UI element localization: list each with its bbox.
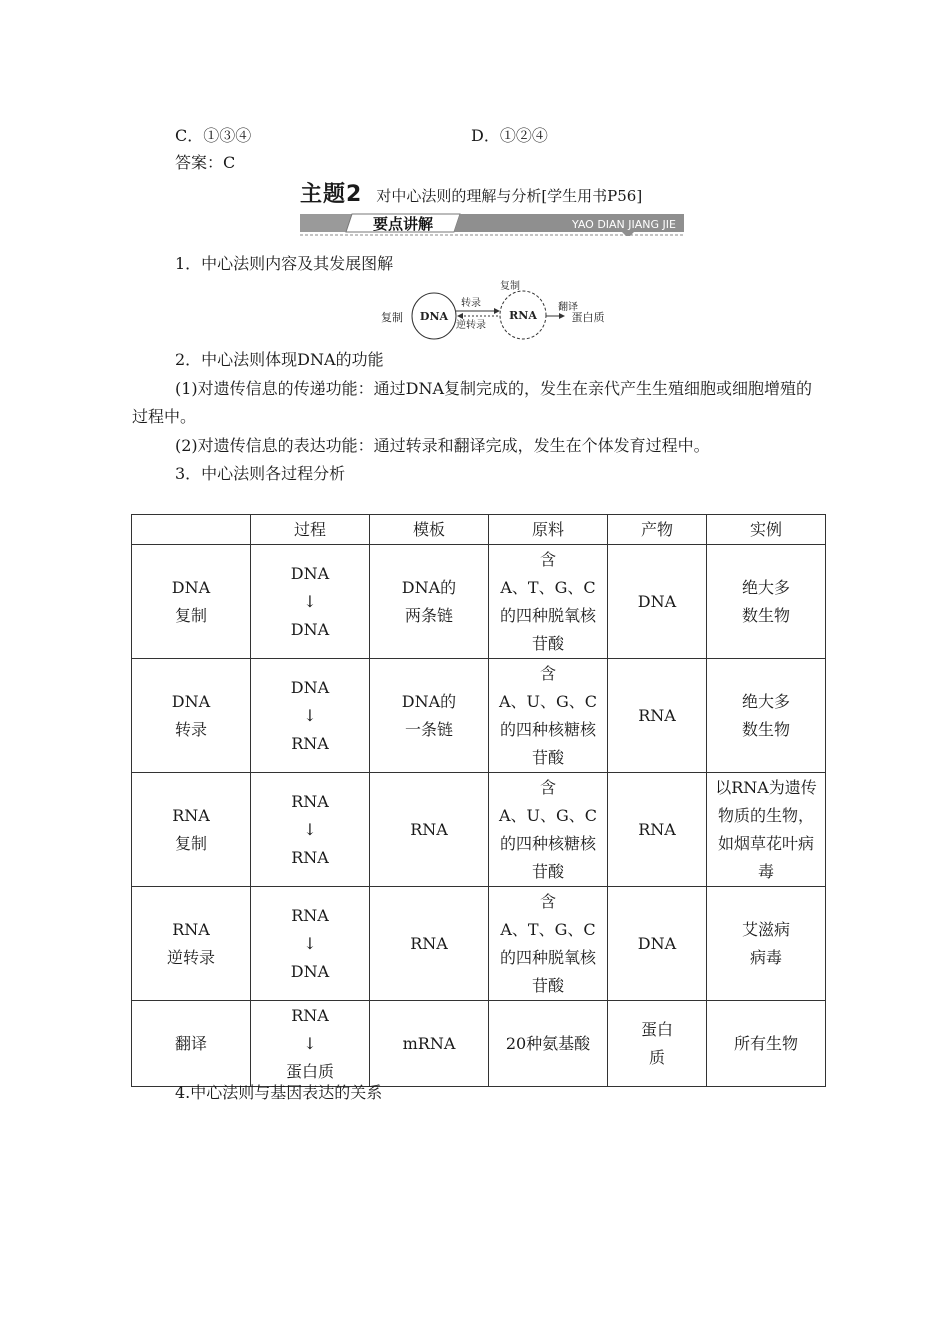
material-cell-line: 含 bbox=[539, 891, 556, 911]
process-from: RNA bbox=[291, 905, 329, 925]
material-cell-line: 的四种核糖核 bbox=[499, 719, 596, 739]
template-cell-line: RNA bbox=[410, 819, 448, 839]
process-name-cell-line: RNA bbox=[172, 805, 210, 825]
topic-heading bbox=[300, 177, 642, 208]
process-flow-cell bbox=[251, 887, 370, 1001]
process-to: RNA bbox=[291, 733, 329, 753]
table-header: 原料 bbox=[489, 515, 608, 545]
material-cell-line: 苷酸 bbox=[531, 975, 564, 995]
table-header-row bbox=[132, 515, 826, 545]
product-cell-line: 蛋白 bbox=[640, 1019, 673, 1039]
example-cell bbox=[707, 773, 826, 887]
process-name-cell-line: 复制 bbox=[174, 605, 207, 625]
template-cell-line: 两条链 bbox=[404, 605, 453, 625]
material-cell bbox=[489, 1001, 608, 1087]
table-header: 模板 bbox=[370, 515, 489, 545]
material-cell-line: 的四种核糖核 bbox=[499, 833, 596, 853]
process-name-cell-line: 翻译 bbox=[174, 1033, 207, 1053]
template-cell bbox=[370, 773, 489, 887]
material-cell bbox=[489, 773, 608, 887]
example-cell-line: 病毒 bbox=[749, 947, 782, 967]
item-2-2: (2)对遗传信息的表达功能：通过转录和翻译完成，发生在个体发育过程中。 bbox=[175, 436, 710, 455]
option-c: C．①③④ bbox=[175, 126, 252, 145]
process-to: DNA bbox=[290, 619, 330, 639]
product-cell bbox=[608, 773, 707, 887]
process-name-cell-line: 转录 bbox=[174, 719, 207, 739]
process-to: RNA bbox=[291, 847, 329, 867]
item-3: 3．中心法则各过程分析 bbox=[175, 464, 346, 483]
process-to: 蛋白质 bbox=[285, 1061, 334, 1081]
material-cell-line: 苷酸 bbox=[531, 633, 564, 653]
example-cell-line: 艾滋病 bbox=[741, 919, 790, 939]
process-to: DNA bbox=[290, 961, 330, 981]
process-from: RNA bbox=[291, 791, 329, 811]
table-header: 过程 bbox=[251, 515, 370, 545]
example-cell-line: 以RNA为遗传 bbox=[715, 777, 817, 797]
process-name-cell-line: 逆转录 bbox=[166, 947, 215, 967]
process-name-cell bbox=[132, 773, 251, 887]
table-row bbox=[132, 773, 826, 887]
down-arrow-icon: ↓ bbox=[303, 591, 317, 611]
example-cell-line: 毒 bbox=[757, 861, 774, 881]
process-flow-cell bbox=[251, 545, 370, 659]
table-row bbox=[132, 1001, 826, 1087]
template-cell bbox=[370, 887, 489, 1001]
topic-title: 对中心法则的理解与分析[学生用书P56] bbox=[376, 187, 643, 205]
item-2: 2．中心法则体现DNA的功能 bbox=[175, 350, 384, 369]
table-header: 实例 bbox=[707, 515, 826, 545]
product-cell bbox=[608, 659, 707, 773]
material-cell-line: A、T、G、C bbox=[500, 577, 596, 597]
diagram-translation: 翻译 bbox=[558, 302, 578, 313]
answer-text: 答案：C bbox=[175, 153, 236, 172]
diagram-rna: RNA bbox=[509, 309, 537, 322]
example-cell-line: 数生物 bbox=[741, 605, 790, 625]
example-cell-line: 绝大多 bbox=[741, 577, 790, 597]
diagram-transcription: 转录 bbox=[461, 298, 481, 309]
material-cell-line: 的四种脱氧核 bbox=[499, 947, 596, 967]
product-cell-line: RNA bbox=[638, 819, 676, 839]
product-cell bbox=[608, 887, 707, 1001]
template-cell-line: mRNA bbox=[402, 1033, 456, 1053]
table-row bbox=[132, 545, 826, 659]
material-cell-line: 含 bbox=[539, 549, 556, 569]
table-row bbox=[132, 659, 826, 773]
process-name-cell-line: DNA bbox=[171, 691, 211, 711]
template-cell-line: DNA的 bbox=[401, 691, 457, 711]
central-dogma-diagram bbox=[378, 276, 618, 342]
material-cell bbox=[489, 887, 608, 1001]
item-2-1: (1)对遗传信息的传递功能：通过DNA复制完成的，发生在亲代产生生殖细胞或细胞增殖的过程中。 bbox=[132, 379, 813, 426]
example-cell bbox=[707, 887, 826, 1001]
example-cell-line: 如烟草花叶病 bbox=[717, 833, 814, 853]
example-cell-line: 数生物 bbox=[741, 719, 790, 739]
table-row bbox=[132, 887, 826, 1001]
material-cell-line: 苷酸 bbox=[531, 861, 564, 881]
example-cell-line: 绝大多 bbox=[741, 691, 790, 711]
process-name-cell bbox=[132, 659, 251, 773]
material-cell bbox=[489, 545, 608, 659]
example-cell-line: 物质的生物， bbox=[717, 805, 814, 825]
down-arrow-icon: ↓ bbox=[303, 819, 317, 839]
process-flow-cell bbox=[251, 659, 370, 773]
topic-label: 主题2 bbox=[300, 182, 363, 207]
product-cell-line: DNA bbox=[637, 591, 677, 611]
process-name-cell-line: RNA bbox=[172, 919, 210, 939]
process-from: DNA bbox=[290, 563, 330, 583]
template-cell bbox=[370, 545, 489, 659]
material-cell bbox=[489, 659, 608, 773]
process-name-cell-line: 复制 bbox=[174, 833, 207, 853]
diagram-dna-replication: 复制 bbox=[381, 311, 403, 324]
example-cell bbox=[707, 659, 826, 773]
material-cell-line: 20种氨基酸 bbox=[505, 1033, 591, 1053]
template-cell-line: RNA bbox=[410, 933, 448, 953]
process-name-cell-line: DNA bbox=[171, 577, 211, 597]
material-cell-line: 含 bbox=[539, 663, 556, 683]
down-arrow-icon: ↓ bbox=[303, 933, 317, 953]
diagram-rna-replication: 复制 bbox=[500, 281, 520, 292]
down-arrow-icon: ↓ bbox=[303, 1033, 317, 1053]
item-1: 1．中心法则内容及其发展图解 bbox=[175, 254, 394, 273]
material-cell-line: A、T、G、C bbox=[500, 919, 596, 939]
section-bar-label: 要点讲解 bbox=[372, 215, 434, 233]
material-cell-line: A、U、G、C bbox=[498, 805, 598, 825]
product-cell bbox=[608, 545, 707, 659]
table-header bbox=[132, 515, 251, 545]
example-cell bbox=[707, 1001, 826, 1087]
table-header: 产物 bbox=[608, 515, 707, 545]
example-cell bbox=[707, 545, 826, 659]
product-cell-line: DNA bbox=[637, 933, 677, 953]
product-cell bbox=[608, 1001, 707, 1087]
template-cell-line: DNA的 bbox=[401, 577, 457, 597]
option-d: D．①②④ bbox=[471, 126, 548, 145]
diagram-reverse-transcription: 逆转录 bbox=[456, 320, 486, 331]
process-name-cell bbox=[132, 1001, 251, 1087]
section-bar bbox=[300, 212, 684, 236]
process-flow-cell bbox=[251, 1001, 370, 1087]
diagram-protein: 蛋白质 bbox=[571, 311, 605, 324]
section-bar-pinyin: YAO DIAN JIANG JIE bbox=[571, 218, 676, 231]
diagram-dna: DNA bbox=[419, 310, 449, 323]
process-name-cell bbox=[132, 887, 251, 1001]
process-from: DNA bbox=[290, 677, 330, 697]
material-cell-line: 苷酸 bbox=[531, 747, 564, 767]
template-cell bbox=[370, 659, 489, 773]
material-cell-line: 含 bbox=[539, 777, 556, 797]
item-4: 4.中心法则与基因表达的关系 bbox=[175, 1083, 383, 1102]
template-cell-line: 一条链 bbox=[404, 719, 453, 739]
process-flow-cell bbox=[251, 773, 370, 887]
product-cell-line: 质 bbox=[648, 1047, 665, 1067]
product-cell-line: RNA bbox=[638, 705, 676, 725]
process-name-cell bbox=[132, 545, 251, 659]
process-table bbox=[131, 514, 826, 1087]
template-cell bbox=[370, 1001, 489, 1087]
material-cell-line: 的四种脱氧核 bbox=[499, 605, 596, 625]
material-cell-line: A、U、G、C bbox=[498, 691, 598, 711]
example-cell-line: 所有生物 bbox=[733, 1033, 798, 1053]
down-arrow-icon: ↓ bbox=[303, 705, 317, 725]
process-from: RNA bbox=[291, 1005, 329, 1025]
